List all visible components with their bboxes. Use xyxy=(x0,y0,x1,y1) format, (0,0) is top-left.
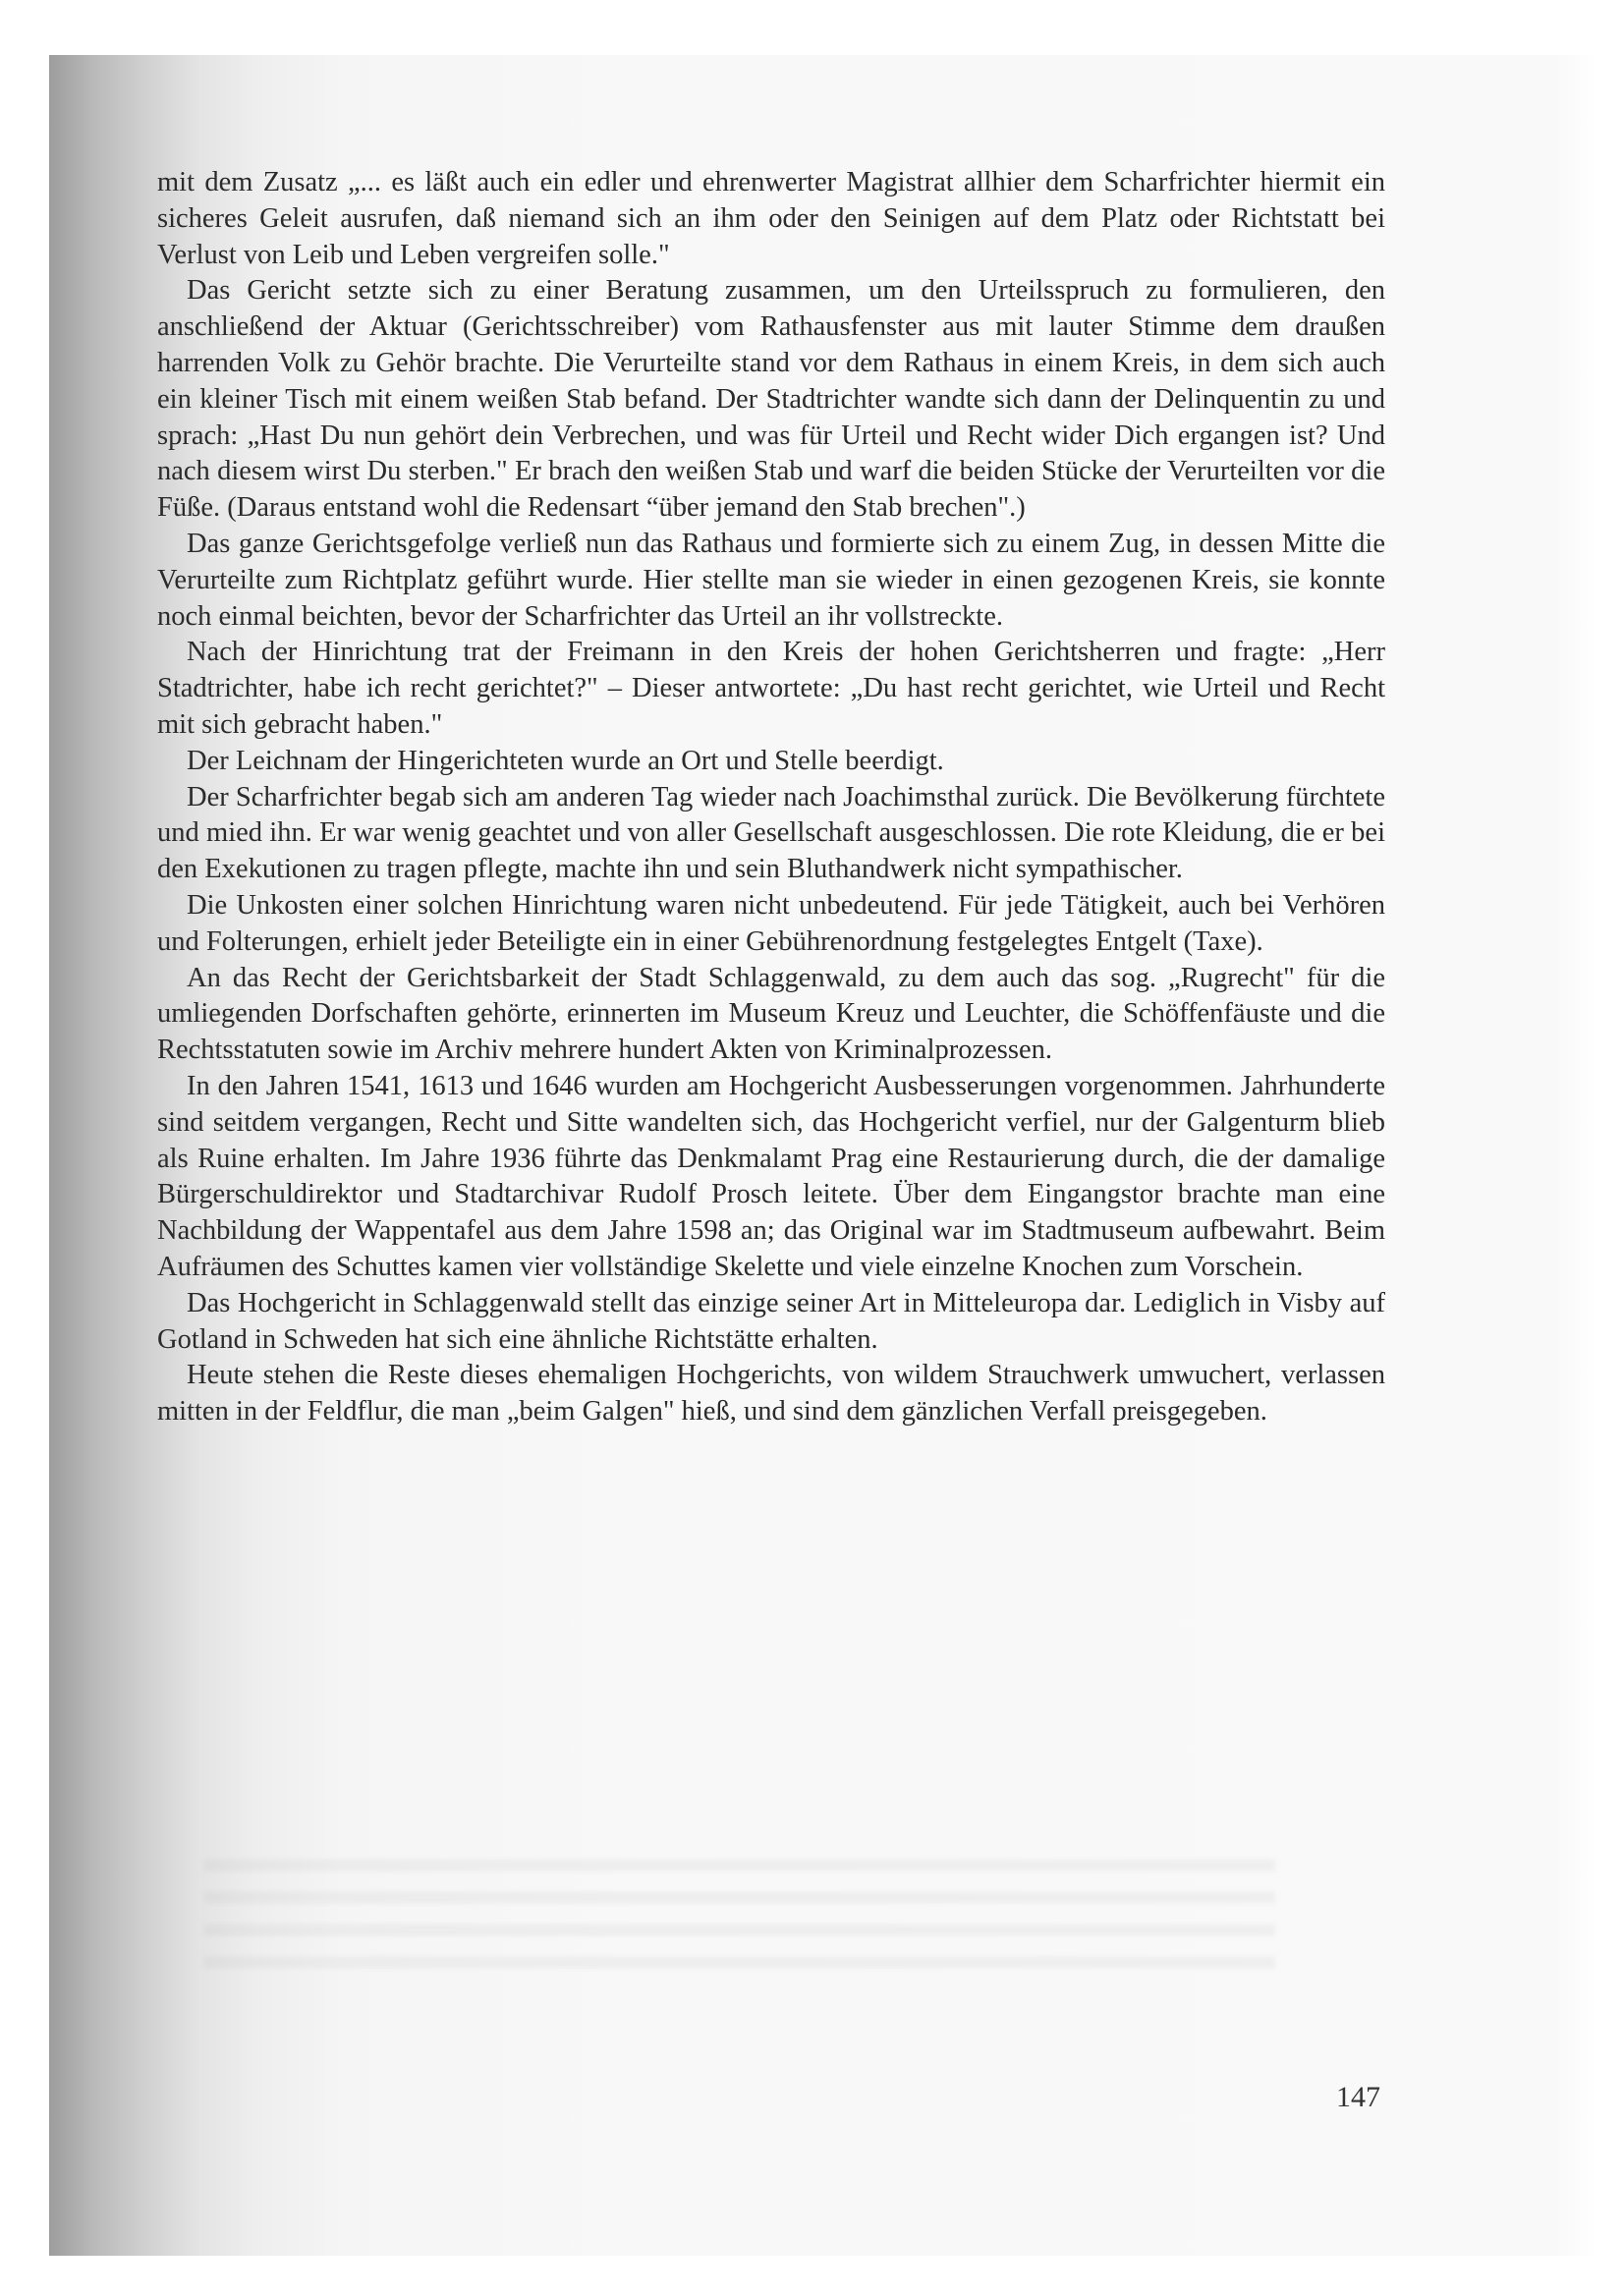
paragraph: Der Leichnam der Hingerichteten wurde an Ort und Stelle beerdigt. xyxy=(187,745,944,776)
paragraph: Das ganze Gerichtsgefolge verließ nun das Rathaus und formierte sich zu einem Zug, in dessen Mitte die Verurteilte zum Richtplatz geführt wurde. Hier stellte man sie wieder in einen gezogenen Kreis, sie konnte noch einmal beichten, bevor der Scharfrichter das Urteil an ihr vollstreckte. xyxy=(157,528,1385,632)
page-number: 147 xyxy=(1336,2081,1380,2113)
paragraph: mit dem Zusatz „... es läßt auch ein edler und ehrenwerter Magistrat allhier dem Scharfrichter hiermit ein sicheres Geleit ausrufen, daß niemand sich an ihm oder den Seinigen auf dem Platz oder Richtstatt bei Verlust von Leib und Leben vergreifen solle." xyxy=(157,167,1385,270)
paragraph: In den Jahren 1541, 1613 und 1646 wurden am Hochgericht Ausbesserungen vorgenommen. Jahrhunderte sind seitdem vergangen, Recht und Sitte wandelten sich, das Hochgericht verfiel, nur der Galgenturm blieb als Ruine erhalten. Im Jahre 1936 führte das Denkmalamt Prag eine Restaurierung durch, die der damalige Bürgerschuldirektor und Stadtarchivar Rudolf Prosch leitete. Über dem Eingangstor brachte man eine Nachbildung der Wappentafel aus dem Jahre 1598 an; das Original war im Stadtmuseum aufbewahrt. Beim Aufräumen des Schuttes kamen vier vollständige Skelette und viele einzelne Knochen zum Vorschein. xyxy=(157,1070,1385,1282)
paragraph: Heute stehen die Reste dieses ehemaligen Hochgerichts, von wildem Strauchwerk umwuchert, verlassen mitten in der Feldflur, die man „beim Galgen" hieß, und sind dem gänzlichen Verfall preisgegeben. xyxy=(157,1360,1385,1428)
paragraph: Der Scharfrichter begab sich am anderen Tag wieder nach Joachimsthal zurück. Die Bevölkerung fürchtete und mied ihn. Er war wenig geachtet und von aller Gesellschaft ausgeschlossen. Die rote Kleidung, die er bei den Exekutionen zu tragen pflegte, machte ihn und sein Bluthandwerk nicht sympathischer. xyxy=(157,781,1385,885)
paragraph: Nach der Hinrichtung trat der Freimann in den Kreis der hohen Gerichtsherren und fragte: „Herr Stadtrichter, habe ich recht gerichtet?" – Dieser antwortete: „Du hast recht gerichtet, wie Urteil und Recht mit sich gebracht haben." xyxy=(157,637,1385,740)
paragraph: Das Hochgericht in Schlaggenwald stellt das einzige seiner Art in Mitteleuropa dar. Lediglich in Visby auf Gotland in Schweden hat sich eine ähnliche Richtstätte erhalten. xyxy=(157,1287,1385,1355)
paragraph: Die Unkosten einer solchen Hinrichtung waren nicht unbedeutend. Für jede Tätigkeit, auch bei Verhören und Folterungen, erhielt jeder Beteiligte ein in einer Gebührenordnung festgelegtes Entgelt (Taxe). xyxy=(157,889,1385,957)
show-through-text xyxy=(204,1851,1275,1979)
body-text xyxy=(157,165,1385,1430)
paragraph: An das Recht der Gerichtsbarkeit der Stadt Schlaggenwald, zu dem auch das sog. „Rugrecht" für die umliegenden Dorfschaften gehörte, erinnerten im Museum Kreuz und Leuchter, die Schöffenfäuste und die Rechtsstatuten sowie im Archiv mehrere hundert Akten von Kriminalprozessen. xyxy=(157,962,1385,1066)
paragraph: Das Gericht setzte sich zu einer Beratung zusammen, um den Urteilsspruch zu formulieren, den anschließend der Aktuar (Gerichtsschreiber) vom Rathausfenster aus mit lauter Stimme dem draußen harrenden Volk zu Gehör brachte. Die Verurteilte stand vor dem Rathaus in einem Kreis, in dem sich auch ein kleiner Tisch mit einem weißen Stab befand. Der Stadtrichter wandte sich dann der Delinquentin zu und sprach: „Hast Du nun gehört dein Verbrechen, und was für Urteil und Recht wider Dich ergangen ist? Und nach diesem wirst Du sterben." Er brach den weißen Stab und warf die beiden Stücke der Verurteilten vor die Füße. (Daraus entstand wohl die Redensart “über jemand den Stab brechen".) xyxy=(157,275,1385,524)
